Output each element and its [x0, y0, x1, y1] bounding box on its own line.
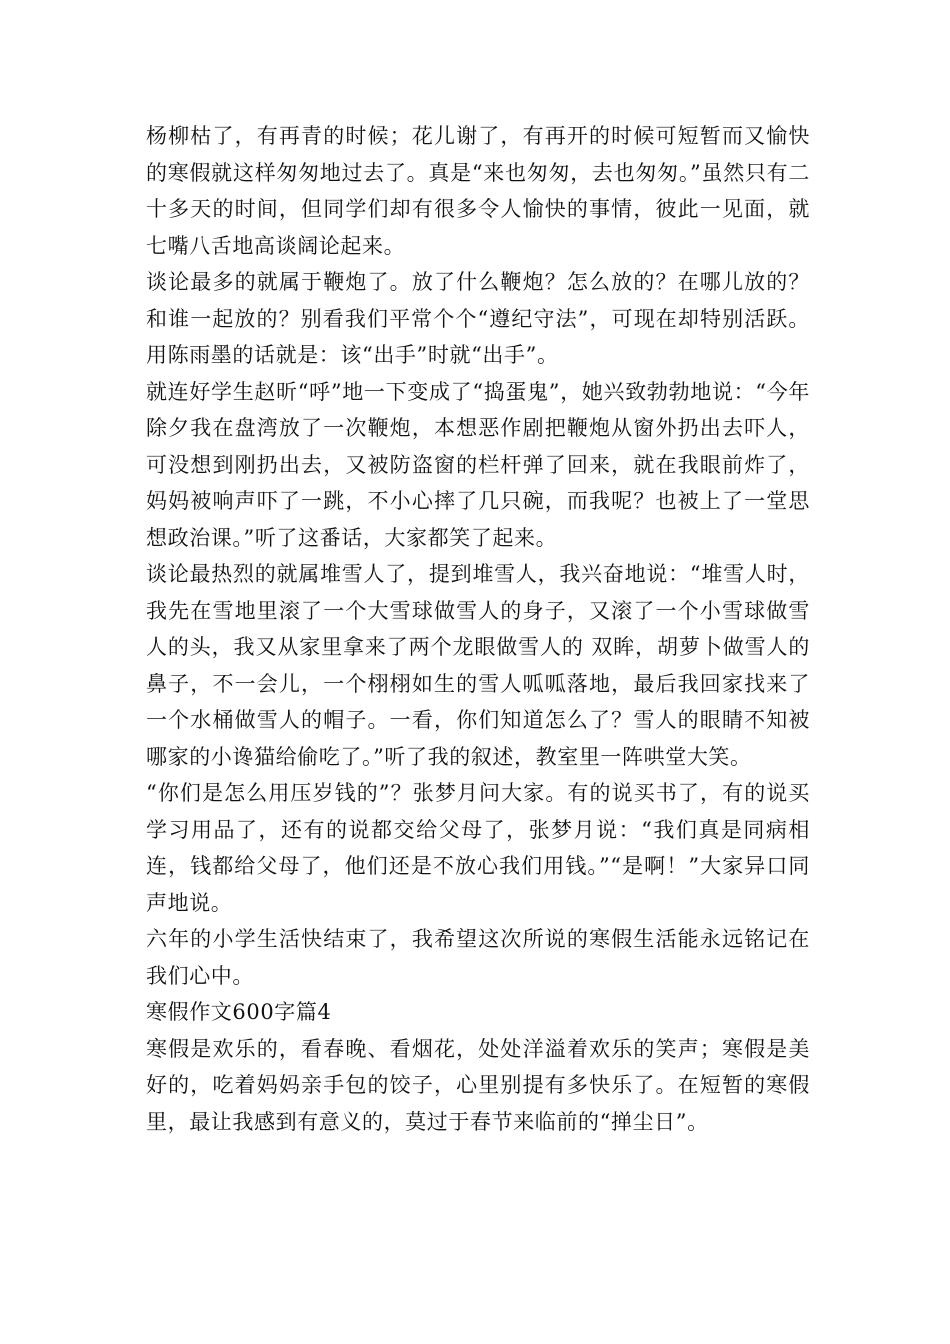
paragraph-6: 六年的小学生活快结束了，我希望这次所说的寒假生活能永远铭记在我们心中。: [146, 927, 810, 988]
paragraph-1: 杨柳枯了，有再青的时候；花儿谢了，有再开的时候可短暂而又愉快的寒假就这样匆匆地过去了。真是“来也匆匆，去也匆匆。”虽然只有二十多天的时间，但同学们却有很多令人愉快的事情，彼此一见面，就七嘴八舌地高谈阔论起来。: [146, 124, 810, 258]
section-heading: 寒假作文600字篇4: [146, 1000, 332, 1024]
paragraph-4: 谈论最热烈的就属堆雪人了，提到堆雪人，我兴奋地说：“堆雪人时，我先在雪地里滚了一个大雪球做雪人的身子，又滚了一个小雪球做雪人的头，我又从家里拿来了两个龙眼做雪人的 双眸，胡萝卜做雪人的鼻子，不一会儿，一个栩栩如生的雪人呱呱落地，最后我回家找来了一个水桶做雪人的帽子。一看，你们知道怎么了？雪人的眼睛不知被哪家的小谗猫给偷吃了。”听了我的叙述，教室里一阵哄堂大笑。: [146, 562, 810, 769]
paragraph-7: 寒假是欢乐的，看春晚、看烟花，处处洋溢着欢乐的笑声；寒假是美好的，吃着妈妈亲手包的饺子，心里别提有多快乐了。在短暂的寒假里，最让我感到有意义的，莫过于春节来临前的“掸尘日”。: [146, 1036, 810, 1134]
paragraph-5: “你们是怎么用压岁钱的”？张梦月问大家。有的说买书了，有的说买学习用品了，还有的说都交给父母了，张梦月说：“我们真是同病相连，钱都给父母了，他们还是不放心我们用钱。”“是啊！”大家异口同声地说。: [146, 781, 810, 915]
article-body: [146, 118, 810, 1140]
paragraph-2: 谈论最多的就属于鞭炮了。放了什么鞭炮？怎么放的？在哪儿放的？和谁一起放的？别看我们平常个个“遵纪守法”，可现在却特别活跃。用陈雨墨的话就是：该“出手”时就“出手”。: [146, 270, 810, 367]
paragraph-3: 就连好学生赵昕“呼”地一下变成了“捣蛋鬼”，她兴致勃勃地说：“今年除夕我在盘湾放了一次鞭炮，本想恶作剧把鞭炮从窗外扔出去吓人，可没想到刚扔出去，又被防盗窗的栏杆弹了回来，就在我眼前炸了，妈妈被响声吓了一跳，不小心摔了几只碗，而我呢？也被上了一堂思想政治课。”听了这番话，大家都笑了起来。: [146, 379, 810, 550]
